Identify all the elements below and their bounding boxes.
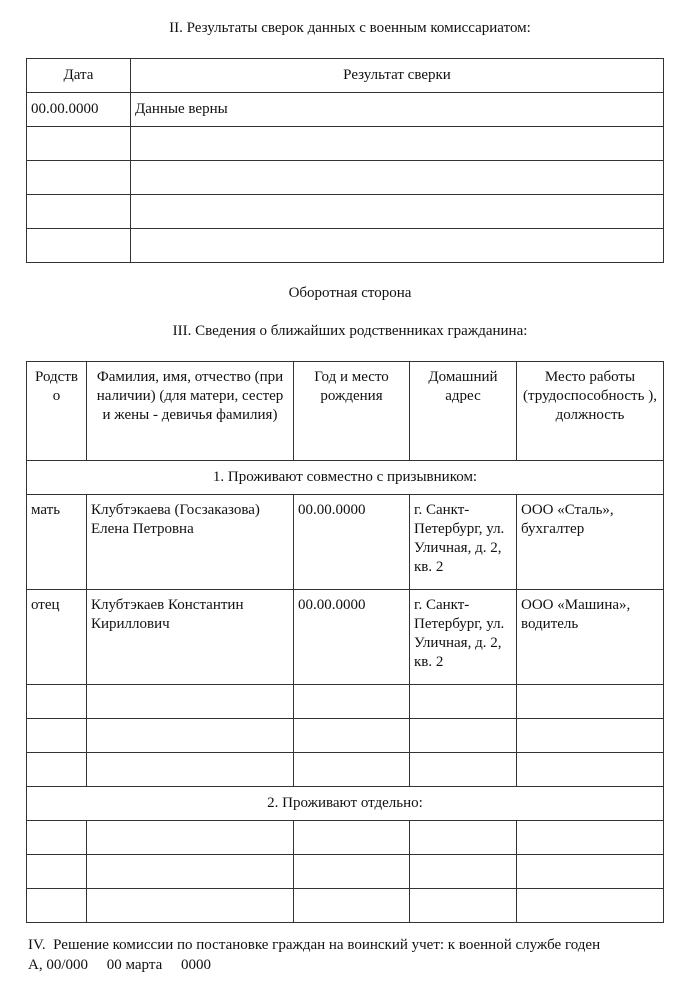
- empty-cell: [294, 821, 410, 855]
- cell-address: г. Санкт-Петербург, ул. Уличная, д. 2, кв. 2: [410, 495, 517, 590]
- empty-cell: [517, 821, 664, 855]
- empty-cell: [517, 685, 664, 719]
- empty-cell: [517, 855, 664, 889]
- header-name: Фамилия, имя, отчество (при наличии) (для матери, сестер и жены - девичья фамилия): [87, 362, 294, 461]
- header-address: Домашний адрес: [410, 362, 517, 461]
- table-row: [27, 590, 664, 685]
- table-row: [27, 195, 664, 229]
- header-birth: Год и место рождения: [294, 362, 410, 461]
- empty-cell: [27, 855, 87, 889]
- empty-cell: [517, 889, 664, 923]
- empty-cell: [27, 753, 87, 787]
- cell-date: [27, 127, 131, 161]
- table-row: [27, 229, 664, 263]
- reverse-side-label: Оборотная сторона: [288, 285, 412, 301]
- section-3-title: III. Сведения о ближайших родственниках гражданина:: [172, 323, 528, 339]
- cell-birth: 00.00.0000: [294, 495, 410, 590]
- cell-address: г. Санкт-Петербург, ул. Уличная, д. 2, кв. 2: [410, 590, 517, 685]
- empty-cell: [87, 753, 294, 787]
- cell-name: Клубтэкаева (Госзаказова) Елена Петровна: [87, 495, 294, 590]
- empty-cell: [87, 821, 294, 855]
- cell-name: Клубтэкаев Константин Кириллович: [87, 590, 294, 685]
- empty-cell: [87, 685, 294, 719]
- empty-cell: [517, 719, 664, 753]
- header-work: Место работы (трудоспособность ), должность: [517, 362, 664, 461]
- empty-cell: [294, 753, 410, 787]
- empty-cell: [27, 685, 87, 719]
- group-label: 1. Проживают совместно с призывником:: [27, 461, 664, 495]
- table-row: [27, 855, 664, 889]
- empty-cell: [294, 889, 410, 923]
- empty-cell: [410, 685, 517, 719]
- section-4-decision: [28, 935, 688, 975]
- cell-relation: мать: [27, 495, 87, 590]
- cell-birth: 00.00.0000: [294, 590, 410, 685]
- empty-cell: [410, 889, 517, 923]
- table-row: [27, 93, 664, 127]
- cell-result: Данные верны: [131, 93, 664, 127]
- empty-cell: [410, 821, 517, 855]
- empty-cell: [294, 685, 410, 719]
- header-result: Результат сверки: [131, 59, 664, 93]
- empty-cell: [87, 855, 294, 889]
- group-row-together: [27, 461, 664, 495]
- table-row: [27, 495, 664, 590]
- empty-cell: [294, 855, 410, 889]
- table-header-row: [27, 362, 664, 461]
- cell-date: [27, 161, 131, 195]
- table-row: [27, 685, 664, 719]
- header-date: Дата: [27, 59, 131, 93]
- cell-date: [27, 195, 131, 229]
- header-relation: Родств о: [27, 362, 87, 461]
- table-row: [27, 889, 664, 923]
- cell-work: ООО «Сталь», бухгалтер: [517, 495, 664, 590]
- decision-line: IV. Решение комиссии по постановке граждан на воинский учет: к военной службе годен: [28, 937, 601, 953]
- table-row: [27, 753, 664, 787]
- empty-cell: [87, 889, 294, 923]
- empty-cell: [410, 719, 517, 753]
- cell-date: [27, 229, 131, 263]
- empty-cell: [27, 821, 87, 855]
- empty-cell: [27, 889, 87, 923]
- empty-cell: [410, 753, 517, 787]
- empty-cell: [87, 719, 294, 753]
- empty-cell: [27, 719, 87, 753]
- table-header-row: [27, 59, 664, 93]
- group-label: 2. Проживают отдельно:: [27, 787, 664, 821]
- cell-result: [131, 161, 664, 195]
- table-row: [27, 127, 664, 161]
- reconciliation-table: [26, 58, 664, 263]
- cell-date: 00.00.0000: [27, 93, 131, 127]
- decision-category-line: А, 00/000 00 марта 0000: [28, 957, 211, 973]
- cell-work: ООО «Машина», водитель: [517, 590, 664, 685]
- relatives-table: [26, 361, 664, 923]
- empty-cell: [410, 855, 517, 889]
- empty-cell: [517, 753, 664, 787]
- cell-result: [131, 195, 664, 229]
- table-row: [27, 161, 664, 195]
- cell-result: [131, 127, 664, 161]
- cell-relation: отец: [27, 590, 87, 685]
- table-row: [27, 821, 664, 855]
- table-row: [27, 719, 664, 753]
- section-2-title: II. Результаты сверок данных с военным комиссариатом:: [169, 20, 531, 36]
- cell-result: [131, 229, 664, 263]
- group-row-separate: [27, 787, 664, 821]
- empty-cell: [294, 719, 410, 753]
